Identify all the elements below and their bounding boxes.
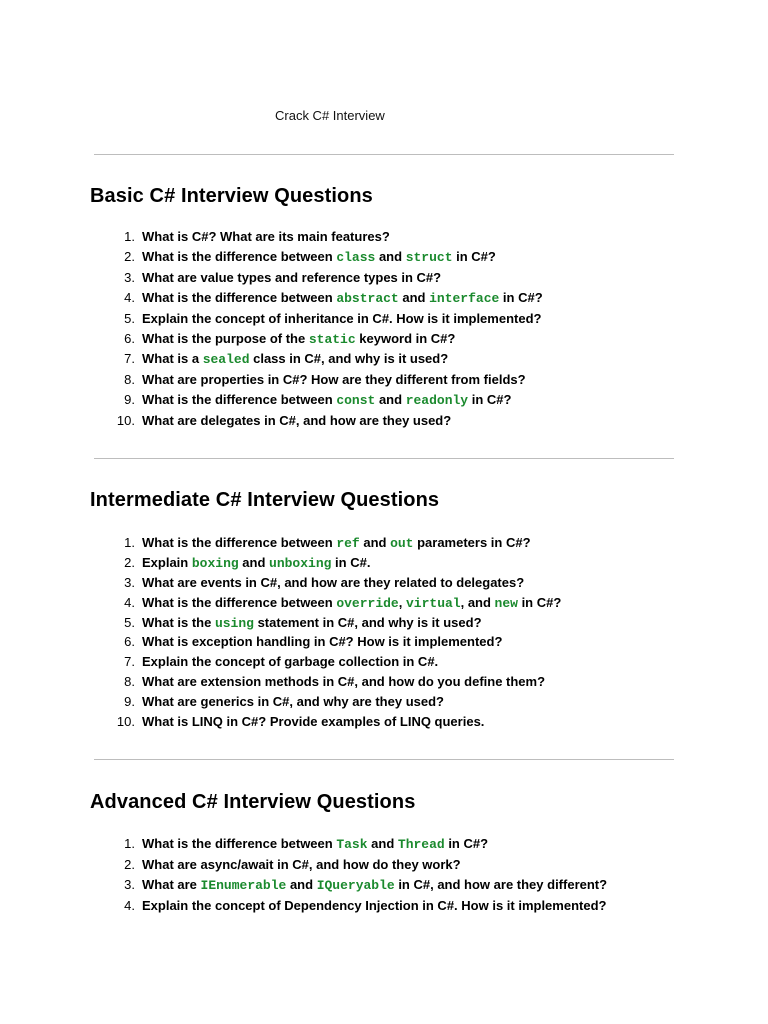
- question-number: 9.: [124, 392, 135, 408]
- question-text-part: What are async/await in C#, and how do they work?: [142, 856, 461, 872]
- question-item: [112, 229, 543, 249]
- question-text-part: in C#?: [499, 290, 543, 306]
- question-text: [142, 595, 561, 611]
- question-text-part: What is the difference between: [142, 392, 337, 408]
- question-item: [112, 270, 543, 290]
- question-number: 2.: [124, 554, 135, 570]
- code-keyword: IEnumerable: [200, 878, 287, 893]
- question-number: 1.: [124, 229, 135, 244]
- question-number: 5.: [124, 310, 135, 326]
- question-text-part: What is the purpose of the: [142, 330, 309, 346]
- question-number: 8.: [124, 674, 135, 690]
- question-number: 2.: [124, 856, 135, 872]
- question-number: 8.: [124, 371, 135, 387]
- question-number: 2.: [124, 249, 135, 265]
- code-keyword: virtual: [405, 595, 461, 611]
- question-text: [142, 270, 441, 285]
- question-number: 7.: [124, 351, 135, 367]
- question-item: [112, 714, 561, 734]
- question-item: [112, 535, 561, 555]
- question-text-part: Explain the concept of garbage collection in C#.: [142, 654, 439, 670]
- question-number: 10.: [116, 412, 135, 428]
- code-keyword: ref: [336, 536, 360, 551]
- question-text-part: What is the difference between: [142, 836, 337, 851]
- question-item: [112, 311, 543, 331]
- code-keyword: static: [308, 331, 356, 347]
- question-text-part: What are delegates in C#, and how are they used?: [142, 412, 452, 428]
- question-text-part: and: [375, 392, 406, 408]
- code-keyword: Task: [336, 837, 368, 852]
- question-number: 4.: [124, 290, 135, 306]
- code-keyword: out: [390, 536, 414, 551]
- question-text-part: and: [375, 249, 406, 265]
- question-text: [142, 674, 545, 689]
- question-list: [112, 836, 607, 918]
- question-text-part: What are properties in C#? How are they different from fields?: [142, 371, 526, 387]
- section-advanced: [90, 791, 690, 913]
- question-item: [112, 857, 607, 878]
- document-header: Crack C# Interview: [275, 108, 385, 123]
- question-text: [142, 249, 496, 265]
- question-text-part: What is the difference between: [142, 249, 337, 265]
- question-text: [142, 654, 438, 669]
- question-item: [112, 615, 561, 635]
- code-keyword: override: [336, 595, 399, 611]
- question-text-part: What is a: [142, 351, 203, 367]
- section-title: Advanced C# Interview Questions: [90, 791, 416, 813]
- question-item: [112, 331, 543, 351]
- question-text-part: and: [359, 535, 391, 550]
- question-text: [142, 555, 370, 571]
- question-text-part: class in C#, and why is it used?: [249, 351, 449, 367]
- code-keyword: unboxing: [269, 555, 332, 571]
- question-text-part: in C#.: [331, 554, 371, 570]
- question-text-part: in C#?: [452, 249, 496, 265]
- question-text: [142, 351, 448, 367]
- code-keyword: new: [494, 595, 518, 611]
- question-text: [142, 413, 451, 428]
- question-number: 6.: [124, 330, 135, 346]
- question-text: [142, 392, 511, 408]
- code-keyword: IQueryable: [316, 878, 395, 893]
- question-item: [112, 555, 561, 575]
- question-text-part: What is the: [142, 614, 215, 630]
- divider: [94, 154, 674, 155]
- question-text-part: , and: [460, 594, 495, 610]
- question-item: [112, 634, 561, 654]
- question-text-part: parameters in C#?: [413, 535, 531, 550]
- code-keyword: readonly: [405, 393, 469, 409]
- question-text: [142, 634, 502, 649]
- question-text: [142, 857, 461, 872]
- question-number: 3.: [124, 877, 135, 892]
- question-text-part: What are generics in C#, and why are they used?: [142, 694, 444, 710]
- question-text-part: and: [367, 836, 398, 851]
- question-text-part: Explain: [142, 554, 192, 570]
- question-item: [112, 694, 561, 714]
- question-number: 4.: [124, 594, 135, 610]
- question-item: [112, 351, 543, 371]
- question-text-part: Explain the concept of Dependency Injection in C#. How is it implemented?: [142, 897, 607, 913]
- question-item: [112, 372, 543, 392]
- code-keyword: const: [336, 393, 376, 409]
- question-item: [112, 392, 543, 412]
- section-title: Basic C# Interview Questions: [90, 185, 373, 207]
- section-basic: [90, 185, 690, 428]
- question-number: 3.: [124, 269, 135, 285]
- question-text-part: What is C#? What are its main features?: [142, 229, 390, 244]
- question-number: 1.: [124, 535, 135, 550]
- divider: [94, 458, 674, 459]
- code-keyword: class: [336, 250, 376, 266]
- question-number: 6.: [124, 634, 135, 650]
- question-text-part: in C#?: [468, 392, 512, 408]
- question-text-part: keyword in C#?: [355, 330, 456, 346]
- question-text-part: What are value types and reference types in C#?: [142, 269, 442, 285]
- question-text: [142, 898, 606, 913]
- question-text: [142, 694, 444, 709]
- question-text: [142, 331, 455, 347]
- code-keyword: interface: [429, 291, 500, 307]
- question-text-part: What is the difference between: [142, 290, 337, 306]
- question-text: [142, 372, 526, 387]
- question-number: 1.: [124, 836, 135, 851]
- question-item: [112, 575, 561, 595]
- question-text: [142, 836, 488, 852]
- code-keyword: using: [214, 615, 254, 631]
- code-keyword: boxing: [191, 555, 239, 571]
- question-text: [142, 311, 541, 326]
- question-item: [112, 674, 561, 694]
- question-text-part: What is LINQ in C#? Provide examples of LINQ queries.: [142, 714, 485, 730]
- question-number: 5.: [124, 614, 135, 630]
- question-text-part: What are: [142, 877, 201, 892]
- question-text: [142, 877, 607, 893]
- question-text-part: ,: [398, 594, 406, 610]
- question-item: [112, 836, 607, 857]
- question-text-part: and: [286, 877, 317, 892]
- question-text: [142, 290, 543, 306]
- question-text-part: What is exception handling in C#? How is it implemented?: [142, 634, 503, 650]
- question-number: 4.: [124, 897, 135, 913]
- divider: [94, 759, 674, 760]
- question-text-part: and: [398, 290, 430, 306]
- question-text-part: What is the difference between: [142, 594, 337, 610]
- question-text-part: What are extension methods in C#, and how do you define them?: [142, 674, 546, 690]
- question-item: [112, 595, 561, 615]
- section-title: Intermediate C# Interview Questions: [90, 489, 440, 511]
- question-text: [142, 575, 524, 590]
- question-number: 9.: [124, 694, 135, 710]
- question-list: [112, 535, 561, 734]
- question-text-part: statement in C#, and why is it used?: [253, 614, 482, 630]
- question-text: [142, 714, 484, 729]
- question-text-part: What is the difference between: [142, 535, 337, 550]
- question-text-part: in C#, and how are they different?: [394, 877, 608, 892]
- question-number: 10.: [116, 714, 135, 730]
- code-keyword: struct: [405, 250, 453, 266]
- code-keyword: sealed: [202, 352, 250, 368]
- code-keyword: abstract: [336, 291, 399, 307]
- question-item: [112, 654, 561, 674]
- question-number: 3.: [124, 574, 135, 590]
- question-list: [112, 229, 543, 433]
- question-item: [112, 898, 607, 919]
- section-intermediate: [90, 489, 690, 730]
- question-text-part: in C#?: [444, 836, 489, 851]
- question-text-part: What are events in C#, and how are they related to delegates?: [142, 574, 525, 590]
- question-text: [142, 229, 390, 244]
- question-item: [112, 290, 543, 310]
- question-item: [112, 877, 607, 898]
- question-text: [142, 615, 482, 631]
- question-text-part: and: [238, 554, 270, 570]
- question-number: 7.: [124, 654, 135, 670]
- question-text: [142, 535, 531, 551]
- question-item: [112, 413, 543, 433]
- question-text-part: in C#?: [517, 594, 562, 610]
- question-text-part: Explain the concept of inheritance in C#. How is it implemented?: [142, 310, 542, 326]
- question-item: [112, 249, 543, 269]
- code-keyword: Thread: [397, 837, 445, 852]
